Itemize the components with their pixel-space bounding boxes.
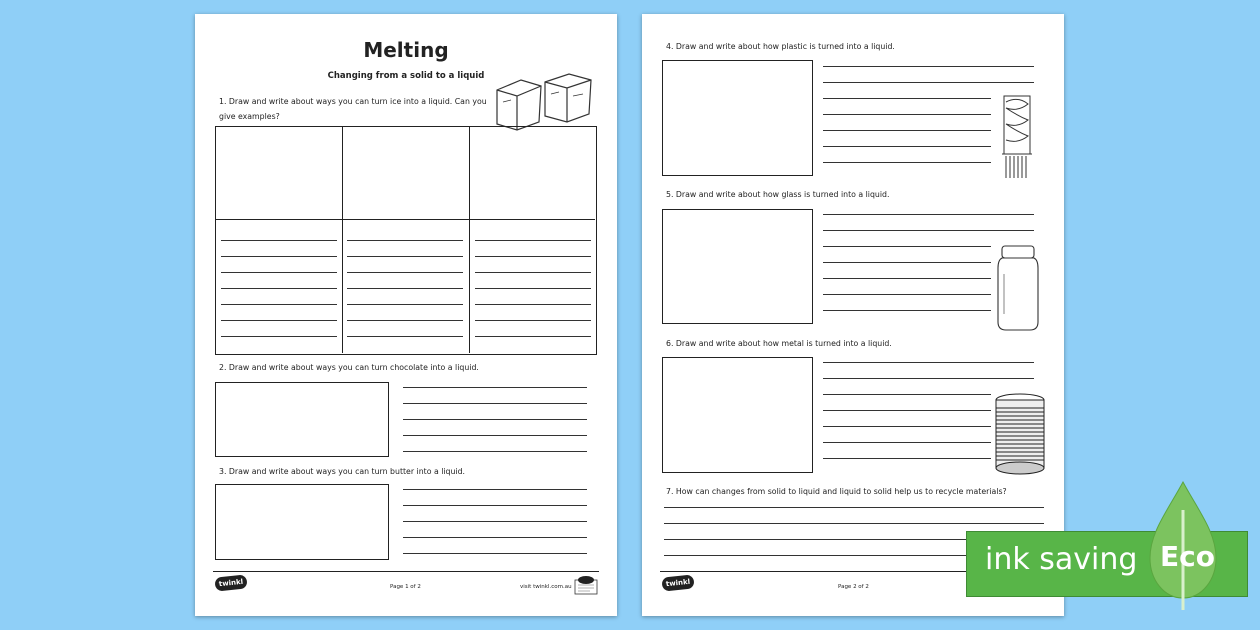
glass-jar-icon <box>996 244 1040 332</box>
worksheet-title: Melting <box>363 38 449 62</box>
eco-label: Eco <box>1160 540 1215 573</box>
worksheet-page-2 <box>642 14 1064 616</box>
question-3: 3. Draw and write about ways you can turn butter into a liquid. <box>219 467 466 476</box>
page-number: Page 1 of 2 <box>390 584 421 590</box>
q2-drawing-box[interactable] <box>215 382 389 457</box>
plastic-extruder-icon <box>998 94 1038 178</box>
quality-badge-icon <box>573 574 599 596</box>
ink-saving-label: ink saving <box>985 542 1138 577</box>
twinkl-logo: twinkl <box>214 574 247 591</box>
question-5: 5. Draw and write about how glass is turned into a liquid. <box>666 190 890 199</box>
question-1: 1. Draw and write about ways you can turn ice into a liquid. Can you give examples? <box>219 97 487 121</box>
footer-url[interactable]: visit twinkl.com.au <box>520 584 572 590</box>
twinkl-logo: twinkl <box>661 574 694 591</box>
question-2: 2. Draw and write about ways you can turn chocolate into a liquid. <box>219 363 479 372</box>
footer-rule <box>213 571 599 572</box>
question-7: 7. How can changes from solid to liquid and liquid to solid help us to recycle materials? <box>666 487 1007 496</box>
page-number: Page 2 of 2 <box>838 584 869 590</box>
metal-can-icon <box>994 392 1048 476</box>
ice-cubes-icon <box>491 72 595 134</box>
q6-drawing-box[interactable] <box>662 357 813 473</box>
q5-drawing-box[interactable] <box>662 209 813 324</box>
question-6: 6. Draw and write about how metal is turned into a liquid. <box>666 339 892 348</box>
q4-drawing-box[interactable] <box>662 60 813 176</box>
question-4: 4. Draw and write about how plastic is turned into a liquid. <box>666 42 895 51</box>
worksheet-subtitle: Changing from a solid to a liquid <box>327 71 485 81</box>
worksheet-page-1 <box>195 14 617 616</box>
q3-drawing-box[interactable] <box>215 484 389 560</box>
